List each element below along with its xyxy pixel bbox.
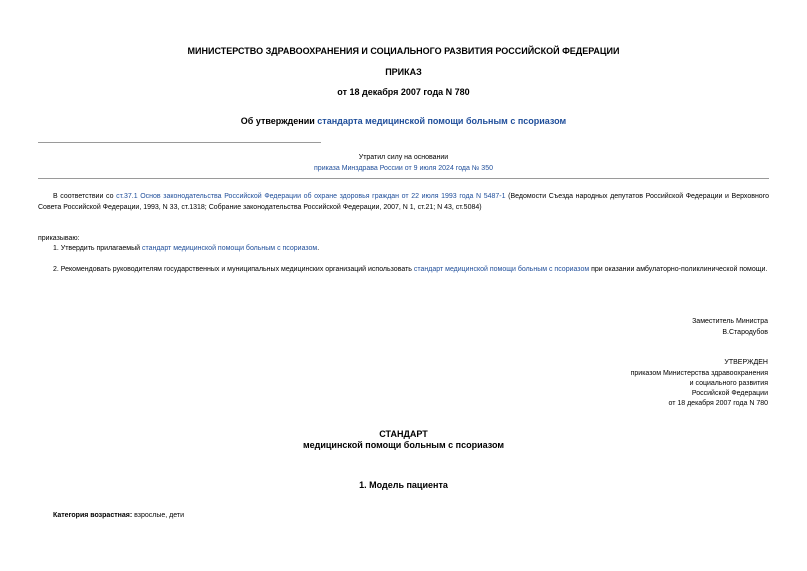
preamble-law-link[interactable]: ст.37.1 Основ законодательства Российской Федерации об охране здоровья граждан от 22 июля 1993 года N 5487-1 xyxy=(116,193,506,200)
signature-name: В.Стародубов xyxy=(722,329,768,336)
order-item-2-link[interactable]: стандарт медицинской помощи больным с псориазом xyxy=(413,266,590,273)
approved-line-2: приказом Министерства здравоохранения xyxy=(630,370,768,377)
approved-heading: УТВЕРЖДЕН xyxy=(724,359,768,366)
order-item-1-end: . xyxy=(317,245,320,252)
preamble-paragraph xyxy=(38,191,769,213)
order-item-2 xyxy=(38,264,769,275)
prikazyvayu: приказываю: xyxy=(38,235,80,242)
signature-position: Заместитель Министра xyxy=(692,318,768,325)
preamble-start: В соответствии со xyxy=(53,193,117,200)
order-item-2-start: 2. Рекомендовать руководителям государственных и муниципальных медицинских организаций использовать xyxy=(53,266,414,273)
repeal-note: Утратил силу на основании xyxy=(358,154,449,161)
order-item-1-link[interactable]: стандарт медицинской помощи больным с псориазом xyxy=(141,245,318,252)
age-category-label: Категория возрастная: xyxy=(53,512,133,519)
approved-line-4: Российской Федерации xyxy=(691,390,768,397)
doc-type: ПРИКАЗ xyxy=(385,67,422,77)
divider-short xyxy=(38,142,321,143)
preamble-end: (Ведомости Съезда народных депутатов Российской Федерации и Верховного Совета Российской Федерации, 1993, N 33, ст.1318; Собрание законодательства Российской Федерации, 2007, N 1, ст.21; N 43, ст.5084) xyxy=(38,193,769,211)
approved-line-5: от 18 декабря 2007 года N 780 xyxy=(668,400,768,407)
repeal-link[interactable]: приказа Минздрава России от 9 июля 2024 года № 350 xyxy=(314,165,493,172)
order-title xyxy=(0,116,807,126)
order-title-prefix: Об утверждении xyxy=(240,116,318,126)
order-item-1-start: 1. Утвердить прилагаемый xyxy=(53,245,142,252)
age-category-value: взрослые, дети xyxy=(132,512,185,519)
order-item-1 xyxy=(38,243,769,254)
standard-title: СТАНДАРТ xyxy=(379,429,428,439)
ministry-title: МИНИСТЕРСТВО ЗДРАВООХРАНЕНИЯ И СОЦИАЛЬНОГО РАЗВИТИЯ РОССИЙСКОЙ ФЕДЕРАЦИИ xyxy=(187,46,620,56)
age-category xyxy=(53,510,184,521)
standard-subtitle: медицинской помощи больным с псориазом xyxy=(302,440,505,450)
order-item-2-end: при оказании амбулаторно-поликлинической помощи. xyxy=(589,266,768,273)
section-1-heading: 1. Модель пациента xyxy=(359,480,448,490)
divider-full xyxy=(38,178,769,179)
order-title-link[interactable]: стандарта медицинской помощи больным с псориазом xyxy=(317,116,567,126)
approved-line-3: и социального развития xyxy=(689,380,768,387)
order-date-number: от 18 декабря 2007 года N 780 xyxy=(337,87,470,97)
